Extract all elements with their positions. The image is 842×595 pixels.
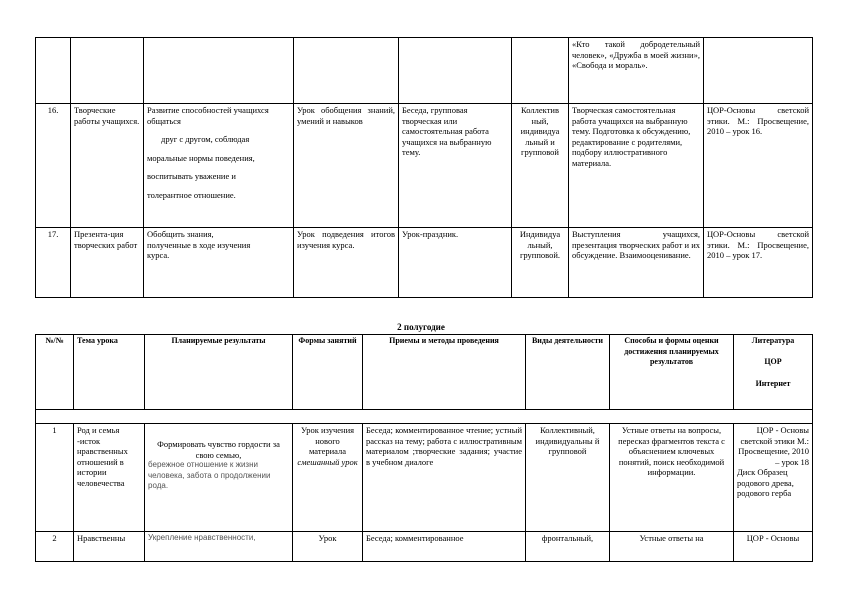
- literature-cell: ЦОР - Основы: [734, 532, 813, 562]
- header-topic: Тема урока: [74, 335, 145, 410]
- table-cell: [399, 38, 512, 104]
- assessment-cell: Устные ответы на вопросы, пересказ фрагментов текста с объяснением ключевых понятий, поиск необходимой информации.: [610, 424, 734, 532]
- results-line: друг с другом, соблюдая: [161, 134, 250, 144]
- results-line: воспитывать уважение и: [147, 171, 236, 181]
- literature-sub: Интернет: [755, 379, 791, 388]
- results-cell: Укрепление нравственности,: [145, 532, 293, 562]
- results-line: моральные нормы поведения,: [147, 152, 255, 163]
- results-line: курса.: [147, 250, 170, 260]
- literature-title: Литература: [751, 336, 795, 345]
- table-row: [36, 104, 813, 228]
- literature-cell: ЦОР-Основы светской этики. М.: Просвещение, 2010 – урок 17.: [704, 228, 813, 298]
- form-cell: Урок: [293, 532, 363, 562]
- techniques-cell: Беседа; комментированное: [363, 532, 526, 562]
- literature-text: ЦОР - Основы светской этики М.: Просвещение, 2010 – урок 18: [738, 425, 809, 467]
- row-number: 1: [36, 424, 74, 532]
- assessment-cell: Устные ответы на: [610, 532, 734, 562]
- lessons-table-1: [35, 37, 813, 298]
- results-cell: [145, 424, 293, 532]
- table-cell: [36, 410, 813, 424]
- techniques-cell: Урок-праздник.: [399, 228, 512, 298]
- form-cell: [293, 424, 363, 532]
- form-cell: Урок подведения итогов изучения курса.: [294, 228, 399, 298]
- semester-title: 2 полугодие: [397, 322, 445, 332]
- literature-cell: ЦОР-Основы светской этики. М.: Просвещение, 2010 – урок 16.: [704, 104, 813, 228]
- table-row: [36, 424, 813, 532]
- row-number: 2: [36, 532, 74, 562]
- literature-sub: ЦОР: [764, 356, 782, 366]
- header-literature: [734, 335, 813, 410]
- row-number: 16.: [36, 104, 71, 228]
- techniques-cell: Беседа, групповая творческая или самостоятельная работа учащихся на выбранную тему.: [399, 104, 512, 228]
- lessons-table-2: [35, 334, 813, 562]
- results-line: общаться: [147, 115, 181, 126]
- table-header-row: [36, 335, 813, 410]
- assessment-cell: «Кто такой добродетельный человек», «Дружба в моей жизни», «Свобода и мораль».: [569, 38, 704, 104]
- results-cell: [144, 104, 294, 228]
- table-row: [36, 38, 813, 104]
- header-activity: Виды деятельности: [526, 335, 610, 410]
- topic-cell: Род и семья -исток нравственных отношений в истории человечества: [74, 424, 145, 532]
- table-cell: [512, 38, 569, 104]
- header-assessment: Способы и формы оценки достижения планируемых результатов: [610, 335, 734, 410]
- results-line: толерантное отношение.: [147, 189, 236, 200]
- row-number: 17.: [36, 228, 71, 298]
- activity-cell: фронтальный,: [526, 532, 610, 562]
- assessment-cell: Выступления учащихся, презентация творческих работ и их обсуждение. Взаимооценивание.: [569, 228, 704, 298]
- topic-cell: Творческие работы учащихся.: [71, 104, 144, 228]
- assessment-cell: Творческая самостоятельная работа учащихся на выбранную тему. Подготовка к обсуждению, редактирование с родителями, подбору иллюстративного материала.: [569, 104, 704, 228]
- table-cell: [704, 38, 813, 104]
- results-line: Развитие способностей учащихся: [147, 105, 269, 115]
- activity-cell: Коллективный, индивидуальны й групповой: [526, 424, 610, 532]
- header-results: Планируемые результаты: [145, 335, 293, 410]
- results-line: Обобщить знания,: [147, 229, 214, 239]
- results-line: полученные в ходе изучения: [147, 239, 251, 250]
- topic-cell: Презента-ция творческих работ: [71, 228, 144, 298]
- table-cell: [36, 38, 71, 104]
- table-cell: [71, 38, 144, 104]
- table-row: [36, 228, 813, 298]
- activity-cell: Индивидуа льный, групповой.: [512, 228, 569, 298]
- header-form: Формы занятий: [293, 335, 363, 410]
- table-row: [36, 410, 813, 424]
- literature-extra: Диск Образец родового древа, родового герба: [737, 467, 794, 498]
- header-num: №/№: [36, 335, 74, 410]
- activity-cell: Коллектив ный, индивидуа льный и групповой: [512, 104, 569, 228]
- form-cell: Урок обобщения знаний, умений и навыков: [294, 104, 399, 228]
- table-row: [36, 532, 813, 562]
- techniques-cell: Беседа; комментированное чтение; устный рассказ на тему; работа с иллюстративным материалом ;творческие задания; участие в учебном диалоге: [363, 424, 526, 532]
- literature-cell: [734, 424, 813, 532]
- results-extra: бережное отношение к жизни человека, забота о продолжении рода.: [148, 460, 271, 490]
- results-cell: [144, 228, 294, 298]
- form-text: Урок изучения нового материала: [300, 425, 355, 456]
- table-cell: [294, 38, 399, 104]
- form-italic-text: смешанный урок: [297, 456, 358, 467]
- table-cell: [144, 38, 294, 104]
- results-main: Формировать чувство гордости за свою семью,: [157, 439, 280, 460]
- header-techniques: Приемы и методы проведения: [363, 335, 526, 410]
- topic-cell: Нравственны: [74, 532, 145, 562]
